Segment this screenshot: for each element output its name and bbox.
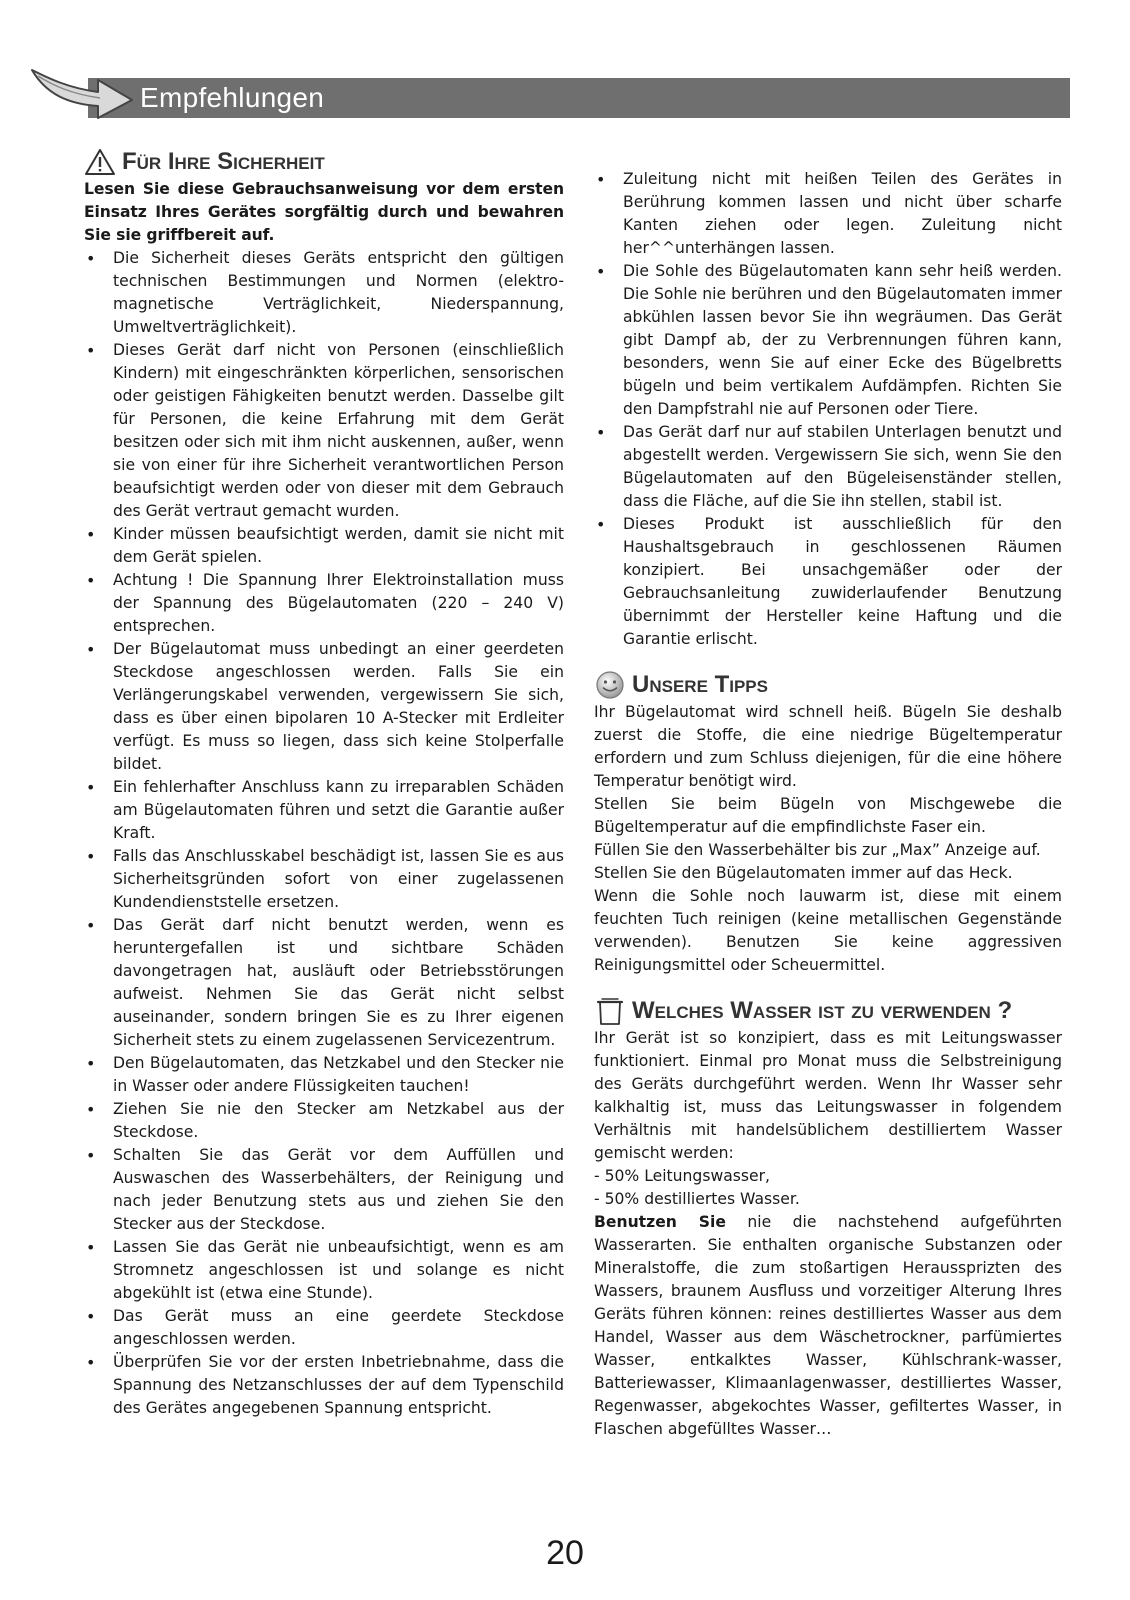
list-item: • Dieses Produkt ist ausschließlich für den Haushaltsgebrauch in geschlossenen Räumen konzipiert. Bei unsachgemäßer oder der Gebrauchsanleitung zuwiderlaufender Benutzung übernimmt der Hersteller keine Haftung und die Garantie erlischt. (594, 513, 1062, 651)
safety-list (84, 247, 564, 1420)
list-item: • Falls das Anschlusskabel beschädigt ist, lassen Sie es aus Sicherheitsgründen sofort von einer zugelassenen Kundendienststelle ersetzen. (84, 845, 564, 914)
water-mix-line: - 50% Leitungswasser, (594, 1167, 770, 1185)
left-column (84, 146, 564, 1420)
list-item: • Ziehen Sie nie den Stecker am Netzkabel aus der Steckdose. (84, 1098, 564, 1144)
page-title: Empfehlungen (140, 82, 325, 113)
list-item: • Ein fehlerhafter Anschluss kann zu irreparablen Schäden am Bügelautomaten führen und setzt die Garantie außer Kraft. (84, 776, 564, 845)
water-mix-line: - 50% destilliertes Wasser. (594, 1190, 800, 1208)
list-item: • Der Bügelautomat muss unbedingt an einer geerdeten Steckdose angeschlossen werden. Falls Sie ein Verlängerungskabel verwenden, vergewissern Sie sich, dass es über einen bipolaren 10 A-Stecker mit Erdleiter verfügt. Es muss so liegen, dass sich keine Stolperfalle bildet. (84, 638, 564, 776)
tips-title-text: Unsere Tipps (632, 671, 768, 698)
list-item: • Überprüfen Sie vor der ersten Inbetriebnahme, dass die Spannung des Netzanschlusses der auf dem Typenschild des Gerätes angegebenen Spannung entspricht. (84, 1351, 564, 1420)
water-intro: Ihr Gerät ist so konzipiert, dass es mit Leitungswasser funktioniert. Einmal pro Monat muss die Selbstreinigung des Geräts durchgeführt werden. Wenn Ihr Wasser sehr kalkhaltig ist, muss das Leitungswasser in folgendem Verhältnis mit handelsüblichem destilliertem Wasser gemischt werden: (594, 1029, 1062, 1162)
list-item: • Die Sicherheit dieses Geräts entspricht den gültigen technischen Bestimmungen und Normen (elektro-magnetische Verträglichkeit, Niederspannung, Umweltverträglichkeit). (84, 247, 564, 339)
water-warning-text: nie die nachstehend aufgeführten Wasserarten. Sie enthalten organische Substanzen oder Mineralstoffe, die zum stoßartigen Heraussprizten des Wassers, braunem Ausfluss und vorzeitiger Alterung Ihres Geräts führen können: reines destilliertes Wasser aus dem Handel, Wasser aus dem Wäschetrockner, parfümiertes Wasser, entkalktes Wasser, Kühlschrank-wasser, Batteriewasser, Klimaanlagenwasser, destilliertes Wasser, Regenwasser, abgekochtes Wasser, gefiltertes Wasser, in Flaschen abgefülltes Wasser… (594, 1213, 1062, 1438)
tips-paragraph: Stellen Sie den Bügelautomaten immer auf das Heck. (594, 864, 1013, 882)
tips-paragraph: Wenn die Sohle noch lauwarm ist, diese mit einem feuchten Tuch reinigen (keine metallischen Gegenstände verwenden). Benutzen Sie keine aggressiven Reinigungsmittel oder Scheuermittel. (594, 887, 1062, 974)
page-number: 20 (546, 1534, 584, 1572)
list-item: • Das Gerät darf nur auf stabilen Unterlagen benutzt und abgestellt werden. Vergewissern Sie sich, wenn Sie den Bügelautomaten auf den Bügeleisenständer stellen, dass die Fläche, auf die Sie ihn stellen, stabil ist. (594, 421, 1062, 513)
list-item: • Das Gerät darf nicht benutzt werden, wenn es heruntergefallen ist und sichtbare Schäden davongetragen hat, ausläuft oder Betriebsstörungen aufweist. Nehmen Sie das Gerät nicht selbst auseinander, sondern bringen Sie es zu Ihrer eigenen Sicherheit stets zu einem zugelassenen Servicezentrum. (84, 914, 564, 1052)
tips-section-title (594, 669, 1062, 701)
tips-paragraph: Stellen Sie beim Bügeln von Mischgewebe die Bügeltemperatur auf die empfindlichste Faser ein. (594, 795, 1062, 836)
list-item: • Dieses Gerät darf nicht von Personen (einschließlich Kindern) mit eingeschränkten körperlichen, sensorischen oder geistigen Fähigkeiten benutzt werden. Dasselbe gilt für Personen, die keine Erfahrung mit dem Gerät besitzen oder sich mit ihm nicht auskennen, außer, wenn sie von einer für ihre Sicherheit verantwortlichen Person beaufsichtigt werden oder von dieser mit dem Gebrauch des Gerät vertraut gemacht wurden. (84, 339, 564, 523)
water-section-title (594, 995, 1062, 1027)
water-title-text: Welches Wasser ist zu verwenden ? (632, 997, 1013, 1024)
right-column (594, 168, 1062, 1441)
safety-intro: Lesen Sie diese Gebrauchsanweisung vor dem ersten Einsatz Ihres Gerätes sorgfältig durch und bewahren Sie sie griffbereit auf. (84, 180, 564, 244)
tips-paragraph: Ihr Bügelautomat wird schnell heiß. Bügeln Sie deshalb zuerst die Stoffe, die eine niedrige Bügeltemperatur erfordern und zum Schluss diejenigen, für die eine höhere Temperatur benötigt wird. (594, 703, 1062, 790)
list-item: • Kinder müssen beaufsichtigt werden, damit sie nicht mit dem Gerät spielen. (84, 523, 564, 569)
water-warning-bold: Benutzen Sie (594, 1213, 726, 1231)
list-item: • Schalten Sie das Gerät vor dem Auffüllen und Auswaschen des Wasserbehälters, der Reinigung und nach jeder Benutzung stets aus und ziehen Sie den Stecker aus der Steckdose. (84, 1144, 564, 1236)
list-item: • Lassen Sie das Gerät nie unbeaufsichtigt, wenn es am Stromnetz angeschlossen ist und solange es nicht abgekühlt ist (etwa eine Stunde). (84, 1236, 564, 1305)
warning-triangle-icon (84, 147, 116, 177)
list-item: • Die Sohle des Bügelautomaten kann sehr heiß werden. Die Sohle nie berühren und den Bügelautomaten immer abkühlen lassen bevor Sie ihn wegräumen. Das Gerät gibt Dampf ab, der zu Verbrennungen führen kann, besonders, wenn Sie auf einer Ecke des Bügelbretts bügeln und beim vertikalem Aufdämpfen. Richten Sie den Dampfstrahl nie auf Personen oder Tiere. (594, 260, 1062, 421)
water-warning (594, 1211, 1062, 1441)
safety-section-title (84, 146, 564, 178)
arrow-icon (28, 58, 136, 120)
smiley-icon (594, 670, 626, 700)
water-container-icon (594, 996, 626, 1026)
list-item: • Das Gerät muss an eine geerdete Steckdose angeschlossen werden. (84, 1305, 564, 1351)
list-item: • Zuleitung nicht mit heißen Teilen des Gerätes in Berührung kommen lassen und nicht über scharfe Kanten ziehen oder legen. Zuleitung nicht her^^unterhängen lassen. (594, 168, 1062, 260)
list-item: • Den Bügelautomaten, das Netzkabel und den Stecker nie in Wasser oder andere Flüssigkeiten tauchen! (84, 1052, 564, 1098)
safety-list-continued (594, 168, 1062, 651)
list-item: • Achtung ! Die Spannung Ihrer Elektroinstallation muss der Spannung des Bügelautomaten (220 – 240 V) entsprechen. (84, 569, 564, 638)
tips-paragraph: Füllen Sie den Wasserbehälter bis zur „Max” Anzeige auf. (594, 841, 1041, 859)
safety-title-text: Für Ihre Sicherheit (122, 148, 325, 175)
